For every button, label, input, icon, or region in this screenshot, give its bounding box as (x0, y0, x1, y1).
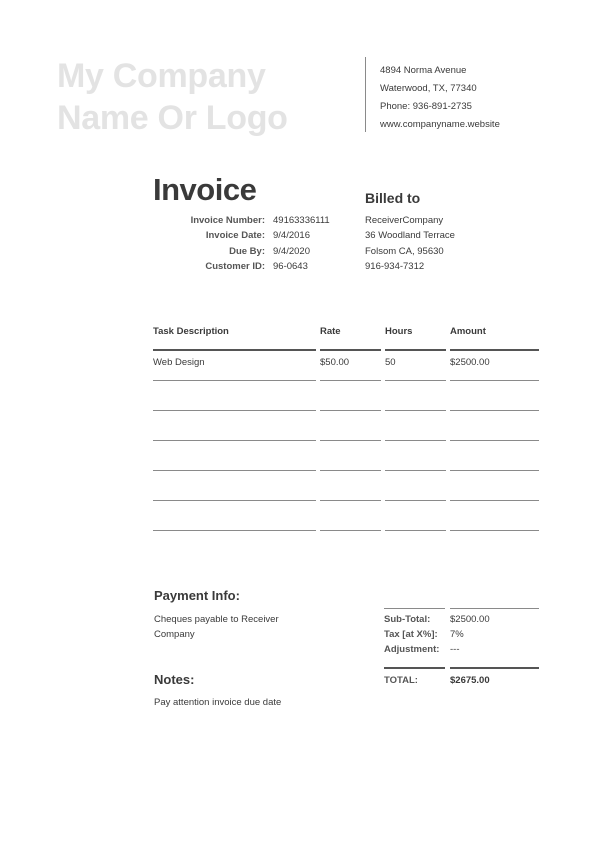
table-row-line (320, 500, 381, 501)
meta-label: Invoice Date: (205, 230, 265, 242)
invoice-title: Invoice (153, 172, 257, 207)
tax-value: 7% (450, 629, 464, 640)
table-row-line (320, 410, 381, 411)
table-row-line (450, 380, 539, 381)
table-row-line (450, 500, 539, 501)
meta-due-by (153, 244, 330, 259)
totals-divider (384, 667, 445, 669)
notes-text: Pay attention invoice due date (154, 697, 282, 708)
meta-invoice-number (153, 213, 330, 228)
table-row-line (450, 440, 539, 441)
totals-top-line (384, 608, 445, 609)
totals-top-line (450, 608, 539, 609)
company-city: Waterwood, TX, 77340 (380, 83, 477, 94)
table-row-line (153, 380, 316, 381)
company-website: www.companyname.website (380, 119, 500, 130)
table-header-line (385, 349, 446, 351)
table-row-line (385, 530, 446, 531)
logo-line-1: My Company (57, 57, 266, 95)
invoice-meta (153, 213, 330, 274)
table-row-line (385, 500, 446, 501)
total-value: $2675.00 (450, 675, 490, 686)
table-cell: $2500.00 (450, 357, 490, 368)
billed-phone: 916-934-7312 (365, 260, 425, 272)
table-row-line (320, 380, 381, 381)
subtotal-label: Sub-Total: (384, 614, 431, 625)
billed-street: 36 Woodland Terrace (365, 230, 455, 242)
billed-name: ReceiverCompany (365, 215, 444, 226)
notes-title: Notes: (154, 672, 195, 687)
table-header-line (153, 349, 316, 351)
table-row-line (153, 530, 316, 531)
payment-info-text: Cheques payable to Receiver Company (154, 614, 279, 640)
adjustment-value: --- (450, 644, 460, 655)
logo-line-2: Name Or Logo (57, 99, 288, 137)
meta-value: 9/4/2020 (273, 245, 310, 257)
table-cell: Web Design (153, 357, 205, 368)
table-row-line (450, 410, 539, 411)
table-row-line (320, 530, 381, 531)
meta-customer-id (153, 259, 330, 274)
table-row-line (153, 410, 316, 411)
th-task-description: Task Description (153, 326, 229, 337)
table-row-line (450, 530, 539, 531)
table-cell: $50.00 (320, 357, 350, 368)
table-row-line (320, 470, 381, 471)
table-cell: 50 (385, 357, 396, 368)
company-street: 4894 Norma Avenue (380, 65, 467, 76)
meta-label: Due By: (229, 245, 265, 257)
table-row-line (320, 440, 381, 441)
meta-value: 49163336111 (273, 215, 330, 226)
company-logo-placeholder (57, 55, 288, 139)
th-hours: Hours (385, 326, 413, 337)
table-row-line (153, 500, 316, 501)
table-row-line (385, 470, 446, 471)
table-header-line (450, 349, 539, 351)
company-phone: Phone: 936-891-2735 (380, 101, 472, 112)
billed-to-title: Billed to (365, 190, 421, 206)
table-row-line (450, 470, 539, 471)
company-address (380, 62, 500, 134)
totals-divider (450, 667, 539, 669)
payment-info-title: Payment Info: (154, 588, 240, 603)
meta-label: Customer ID: (205, 260, 265, 272)
table-header-line (320, 349, 381, 351)
th-rate: Rate (320, 326, 341, 337)
table-row-line (153, 440, 316, 441)
table-row-line (153, 470, 316, 471)
billed-to-address (365, 213, 455, 274)
billed-city: Folsom CA, 95630 (365, 245, 444, 257)
table-row-line (385, 380, 446, 381)
meta-value: 96-0643 (273, 260, 308, 272)
table-row-line (385, 410, 446, 411)
header-divider (365, 57, 366, 132)
th-amount: Amount (450, 326, 486, 337)
tax-label: Tax [at X%]: (384, 629, 438, 640)
meta-label: Invoice Number: (190, 215, 265, 226)
total-label: TOTAL: (384, 675, 418, 686)
subtotal-value: $2500.00 (450, 614, 490, 625)
meta-value: 9/4/2016 (273, 230, 310, 242)
table-row-line (385, 440, 446, 441)
adjustment-label: Adjustment: (384, 644, 440, 655)
meta-invoice-date (153, 228, 330, 243)
